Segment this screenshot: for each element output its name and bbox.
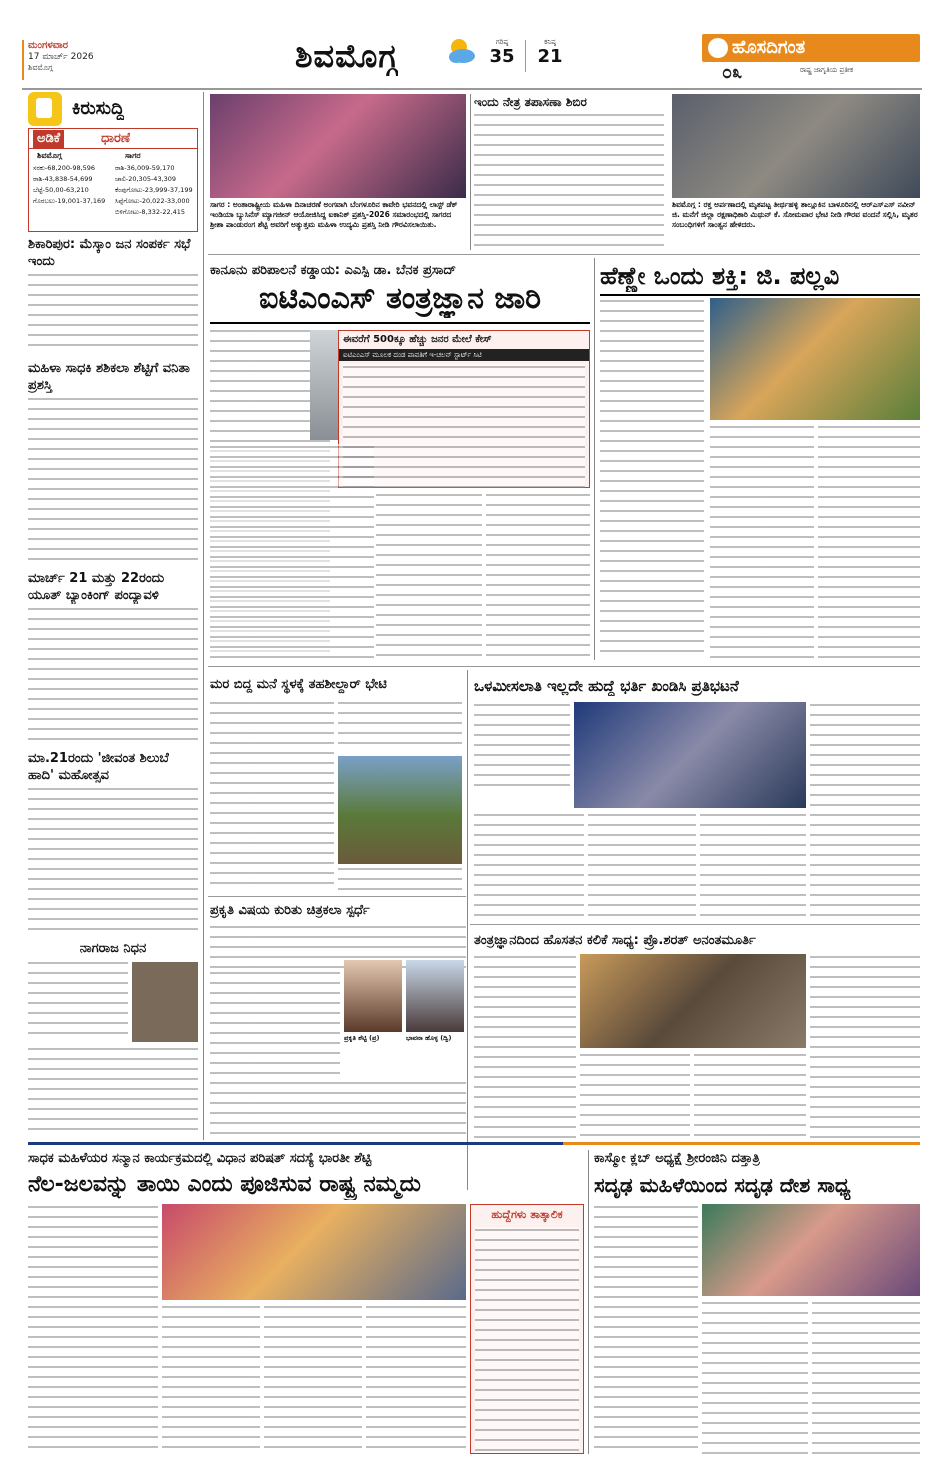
column-divider <box>467 670 468 1190</box>
temp-max-value: 35 <box>489 46 515 67</box>
bharathi-headline: ನೆಲ-ಜಲವನ್ನು ತಾಯಿ ಎಂದು ಪೂಜಿಸುವ ರಾಷ್ಟ್ರ ನಮ್ಮದು <box>28 1172 421 1197</box>
obituary-portrait <box>132 962 198 1042</box>
logo-emblem-icon <box>708 38 728 58</box>
march21-body <box>28 606 198 746</box>
tech-photo <box>580 954 806 1048</box>
arecanut-price: ಗೊರಬಲು-19,001-37,169 <box>33 197 106 205</box>
temp-min-value: 21 <box>537 46 563 67</box>
arecanut-title2: ಧಾರಣೆ <box>101 131 131 146</box>
itms-underline <box>210 322 590 324</box>
tech-body-mid1 <box>580 1052 690 1140</box>
drawing-body-left <box>210 970 340 1076</box>
itms-body-mid <box>376 492 482 660</box>
arecanut-title1: ಅಡಿಕೆ <box>33 130 64 148</box>
huddegalu-box <box>470 1204 584 1454</box>
pallavi-body-left <box>600 298 704 660</box>
date-block <box>28 40 228 86</box>
protest-body-mid1 <box>474 812 584 918</box>
column-divider <box>470 94 471 250</box>
bharathi-body-mid3 <box>366 1304 466 1454</box>
shikaripur-headline: ಶಿಕಾರಿಪುರ: ಮೆಸ್ಕಾಂ ಜನ ಸಂಪರ್ಕ ಸಭೆ ಇಂದು <box>28 237 191 269</box>
tree-headline: ಮರ ಬಿದ್ದ ಮನೆ ಸ್ಥಳಕ್ಕೆ ತಹಶೀಲ್ದಾರ್ ಭೇಟಿ <box>210 677 387 692</box>
tech-body-mid2 <box>694 1052 806 1140</box>
bharathi-body-mid2 <box>264 1304 362 1454</box>
protest-body-mid2 <box>588 812 696 918</box>
huddegalu-body <box>475 1227 579 1453</box>
tribute-photo-caption: ಶಿವಮೊಗ್ಗ : ರಕ್ತ ಅರ್ಪಣಾದಲ್ಲಿ ಮೃತಪಟ್ಟ ತೀರ್ಥಹಳ್ಳಿ ತಾಲ್ಲೂಕಿನ ಬಾಳೂರಿನಲ್ಲಿ ಆರ್‌ಎಸ್‌ಎಸ್ ನವೀನ್ ಜಿ. ಮನೆಗೆ ಜಿಲ್ಲಾ ರಕ್ಷಣಾಧಿಕಾರಿ ಮಿಥುನ್ ಕೆ. ಸೋಮವಾರ ಭೇಟಿ ನೀಡಿ ಗೌರವ ವಂದನೆ ಸಲ್ಲಿಸಿ, ಮೃತರ ಸಂಬಂಧಿಗಳಿಗೆ ಸಾಂತ್ವನ ಹೇಳಿದರು. <box>672 200 918 229</box>
itms-body-right <box>486 492 590 660</box>
bharathi-body-left <box>28 1204 158 1454</box>
bharathi-photo <box>162 1204 466 1300</box>
bharathi-kicker: ಸಾಧಕ ಮಹಿಳೆಯರ ಸನ್ಮಾನ ಕಾರ್ಯಕ್ರಮದಲ್ಲಿ ವಿಧಾನ ಪರಿಷತ್ ಸದಸ್ಯೆ ಭಾರತೀ ಶೆಟ್ಟಿ <box>28 1151 372 1166</box>
itms-callout-box <box>338 330 590 488</box>
drawing-body-bottom <box>210 1080 466 1140</box>
pallavi-headline: ಹೆಣ್ಣೇ ಒಂದು ಶಕ್ತಿ: ಜಿ. ಪಲ್ಲವಿ <box>600 262 840 290</box>
section-rule <box>208 666 920 667</box>
jeevantha-headline: ಮಾ.21ರಂದು 'ಜೀವಂತ ಶಿಲುಬೆ ಹಾದಿ' ಮಹೋತ್ಸವ <box>28 751 169 783</box>
column-divider <box>203 92 204 1140</box>
cosmo-headline: ಸದೃಢ ಮಹಿಳೆಯಿಂದ ಸದೃಢ ದೇಶ ಸಾಧ್ಯ <box>594 1173 851 1197</box>
tech-body-left <box>474 954 576 1140</box>
shikaripur-body <box>28 272 198 352</box>
itms-callout-headline: ಈವರೆಗೆ 500ಕ್ಕೂ ಹೆಚ್ಚು ಜನರ ಮೇಲೆ ಕೇಸ್ <box>343 334 492 345</box>
section-rule <box>208 896 466 897</box>
cosmo-body-mid <box>702 1300 808 1454</box>
pallavi-underline <box>600 294 920 296</box>
protest-headline: ಒಳಮೀಸಲಾತಿ ಇಲ್ಲದೇ ಹುದ್ದೆ ಭರ್ತಿ ಖಂಡಿಸಿ ಪ್ರತಿಭಟನೆ <box>474 677 739 695</box>
arecanut-col2-head: ಸಾಗರ <box>125 151 141 160</box>
itms-kicker: ಕಾನೂನು ಪರಿಪಾಲನೆ ಕಡ್ಡಾಯ: ಎಎಸ್ಪಿ ಡಾ. ಬೆನಕ ಪ್ರಸಾದ್ <box>210 263 456 278</box>
cosmo-kicker: ಕಾಸ್ಮೋ ಕ್ಲಬ್ ಅಧ್ಯಕ್ಷೆ ಶ್ರೀರಂಜಿನಿ ದತ್ತಾತ್ರಿ <box>594 1151 760 1166</box>
huddegalu-headline: ಹುದ್ದೆಗಳು ತಾತ್ಕಾಲಿಕ <box>491 1208 563 1221</box>
tree-body-right <box>338 700 462 752</box>
shashikala-headline: ಮಹಿಳಾ ಸಾಧಕಿ ಶಶಿಕಲಾ ಶೆಟ್ಟಿಗೆ ವನಿತಾ ಪ್ರಶಸ್ತಿ <box>28 361 190 393</box>
date-accent-bar <box>22 40 24 80</box>
protest-body-left <box>474 702 570 788</box>
pallavi-body-right <box>818 424 920 660</box>
paper-name: ಹೊಸದಿಗಂತ <box>732 37 806 58</box>
arecanut-price: ಬೆಟ್ಟೆ-50,00-63,210 <box>33 186 89 194</box>
page-number: ೦೩ <box>722 62 743 83</box>
paper-logo <box>702 34 920 62</box>
eye-camp-headline: ಇಂದು ನೇತ್ರ ತಪಾಸಣಾ ಶಿಬಿರ <box>474 95 587 109</box>
tree-body-lower <box>338 866 462 890</box>
arecanut-price: ರಾಶಿ-36,009-59,170 <box>115 164 175 172</box>
tree-body-left2 <box>210 880 334 890</box>
column-divider <box>588 1150 589 1454</box>
tree-photo <box>338 756 462 864</box>
drawing-headline: ಪ್ರಕೃತಿ ವಿಷಯ ಕುರಿತು ಚಿತ್ರಕಲಾ ಸ್ಪರ್ಧೆ <box>210 903 370 918</box>
winner-1-caption: ಪ್ರಕೃತಿ ಶೆಟ್ಟಿ (ಪ್ರ) <box>344 1034 380 1042</box>
protest-body-mid3 <box>700 812 806 918</box>
tech-body-right <box>810 954 920 1140</box>
kirusuddi-title: ಕಿರುಸುದ್ದಿ <box>72 98 125 119</box>
arecanut-price: ರಾಶಿ-43,838-54,699 <box>33 175 93 183</box>
itms-body-left2 <box>210 444 374 660</box>
masthead-rule <box>22 88 922 90</box>
obituary-body <box>28 1046 198 1138</box>
temp-max-label: ಗರಿಷ್ಠ <box>495 38 509 46</box>
protest-photo <box>574 702 806 808</box>
kirusuddi-icon <box>28 92 62 126</box>
kirusuddi-badge <box>28 92 198 126</box>
date-day: ಮಂಗಳವಾರ <box>28 40 69 51</box>
arecanut-title-bar <box>29 129 197 149</box>
temp-min <box>530 38 570 67</box>
tagline: ರಾಷ್ಟ್ರ ಜಾಗೃತಿಯ ಪ್ರತೀಕ <box>800 66 854 74</box>
shashikala-body <box>28 396 198 566</box>
arecanut-col2 <box>115 163 197 218</box>
section-rule <box>470 924 920 925</box>
pallavi-body-mid <box>710 424 814 660</box>
arecanut-col1-head: ಶಿವಮೊಗ್ಗ <box>37 151 62 160</box>
cosmo-body-right <box>812 1300 920 1454</box>
bharathi-body-mid1 <box>162 1304 260 1454</box>
obituary-body-left <box>28 960 128 1042</box>
masthead <box>0 0 945 88</box>
temp-min-label: ಕನಿಷ್ಠ <box>544 38 556 46</box>
itms-headline: ಐಟಿಎಂಎಸ್ ತಂತ್ರಜ್ಞಾನ ಜಾರಿ <box>259 281 541 316</box>
arecanut-price: ಬಿಳಿಗೋಟು-8,332-22,415 <box>115 208 186 216</box>
winner-portrait-2 <box>406 960 464 1032</box>
cosmo-photo <box>702 1204 920 1296</box>
weather-icon <box>445 36 477 66</box>
winner-2-caption: ಭಾವನಾ ಹೊಳ್ಳ (ದ್ವಿ) <box>406 1034 452 1042</box>
arecanut-price: ಸರಕು-68,200-98,596 <box>33 164 96 172</box>
edition-label: ಶಿವಮೊಗ್ಗ <box>28 63 53 72</box>
cosmo-body-left <box>594 1204 698 1454</box>
bottom-band <box>28 1142 920 1145</box>
itms-callout-subhead: ಐಟಿಎಂಎಸ್ ಮೂಲಕ ದಂಡ ಪಾವತಿಗೆ ಇ-ಚಲನ್ ಸ್ಟಾರ್ಟ್ ಸಿಟಿ <box>339 349 589 361</box>
protest-body-right <box>810 702 920 918</box>
arecanut-price: ಕೆಂಪುಗೋಟು-23,999-37,199 <box>115 186 193 194</box>
date-full: 17 ಮಾರ್ಚ್ 2026 <box>28 52 94 62</box>
award-photo-caption: ಸಾಗರ : ಅಂತಾರಾಷ್ಟ್ರೀಯ ಮಹಿಳಾ ದಿನಾಚರಣೆ ಅಂಗವಾಗಿ ಬೆಂಗಳೂರಿನ ಕಾವೇರಿ ಭವನದಲ್ಲಿ ಲಾಸ್ಟ್ ಡೆಕ್ ಇಂಡಿಯಾ ಬ್ಯುಸಿನೆಸ್ ಮ್ಯಾಗಜೀನ್ ಆಯೋಜಿಸಿದ್ದ ಐಕಾನಿಕ್ ಪ್ರಶಸ್ತಿ-2026 ಸಮಾರಂಭದಲ್ಲಿ ಸಾಗರದ ಶ್ರೀಶಾ ಪಾಂಡುರಂಗ ಶೆಟ್ಟಿ ಅವರಿಗೆ ಅತ್ಯುತ್ತಮ ಮಹಿಳಾ ಉದ್ಯಮಿ ಪ್ರಶಸ್ತಿ ನೀಡಿ ಗೌರವಿಸಲಾಯಿತು. <box>210 200 458 229</box>
arecanut-box <box>28 128 198 232</box>
obituary-headline: ನಾಗರಾಜ ನಿಧನ <box>79 941 147 956</box>
arecanut-price: ಚಾಲಿ-20,305-43,309 <box>115 175 177 183</box>
section-rule <box>208 254 920 255</box>
march21-headline: ಮಾರ್ಚ್ 21 ಮತ್ತು 22ರಂದು ಯೂತ್ ಬ್ಯಾಂಕಿಂಗ್ ಪಂದ್ಯಾವಳಿ <box>28 571 165 603</box>
tech-headline: ತಂತ್ರಜ್ಞಾನದಿಂದ ಹೊಸತನ ಕಲಿಕೆ ಸಾಧ್ಯ: ಪ್ರೊ.ಶರತ್ ಅನಂತಮೂರ್ತಿ <box>474 933 756 948</box>
tree-body-left <box>210 700 334 876</box>
arecanut-price: ಸಿಪ್ಪೆಗೋಟು-20,022-33,000 <box>115 197 190 205</box>
winner-portrait-1 <box>344 960 402 1032</box>
tribute-photo <box>672 94 920 198</box>
city-title: ಶಿವಮೊಗ್ಗ <box>295 37 399 75</box>
column-divider <box>594 258 595 660</box>
temp-max <box>482 38 522 67</box>
temp-divider <box>525 40 526 72</box>
jeevantha-body <box>28 786 198 934</box>
pallavi-photo <box>710 298 920 420</box>
eye-camp-body <box>474 112 664 250</box>
itms-callout-body <box>343 364 585 488</box>
arecanut-col1 <box>33 163 117 207</box>
award-photo <box>210 94 466 198</box>
